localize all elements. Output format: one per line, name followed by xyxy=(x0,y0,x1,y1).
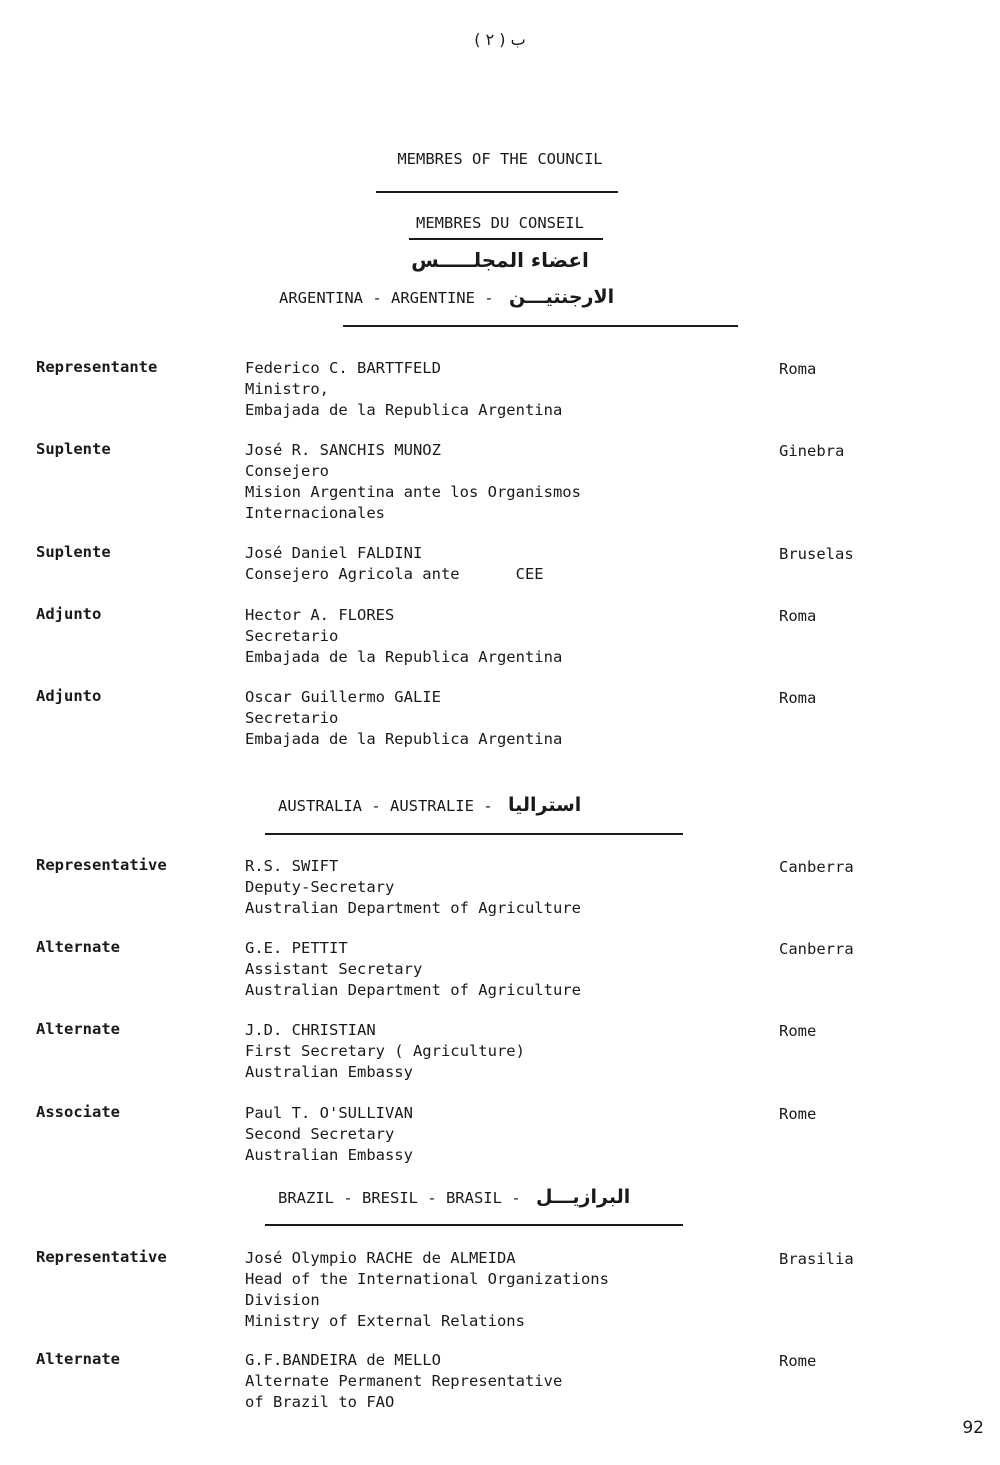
member-line: Deputy-Secretary xyxy=(245,878,395,896)
member-details xyxy=(245,1248,609,1332)
member-city: Brasilia xyxy=(779,1250,854,1268)
member-details xyxy=(245,1103,413,1166)
member-line: Consejero xyxy=(245,462,329,480)
member-details xyxy=(245,687,562,750)
member-line: Ministro, xyxy=(245,380,329,398)
member-line: Oscar Guillermo GALIE xyxy=(245,688,441,706)
member-line: G.F.BANDEIRA de MELLO xyxy=(245,1351,441,1369)
member-line: Embajada de la Republica Argentina xyxy=(245,730,563,748)
member-details xyxy=(245,1350,562,1413)
member-line: Hector A. FLORES xyxy=(245,606,395,624)
title-arabic-text: اعضاء المجلـــــس xyxy=(411,248,589,272)
member-role: Suplente xyxy=(36,440,111,458)
member-role: Adjunto xyxy=(36,605,102,623)
member-role: Representante xyxy=(36,358,158,376)
member-role: Adjunto xyxy=(36,687,102,705)
member-line: Alternate Permanent Representative xyxy=(245,1372,563,1390)
member-line: Consejero Agricola ante CEE xyxy=(245,565,544,583)
member-line: Embajada de la Republica Argentina xyxy=(245,401,563,419)
member-line: Internacionales xyxy=(245,504,385,522)
member-role: Representative xyxy=(36,856,167,874)
page-reference: ب ( ٢ ) xyxy=(474,30,526,49)
member-city: Rome xyxy=(779,1105,817,1123)
member-line: Head of the International Organizations xyxy=(245,1270,609,1288)
member-line: First Secretary ( Agriculture) xyxy=(245,1042,525,1060)
title-underline xyxy=(376,191,618,193)
member-details xyxy=(245,605,562,668)
title-french xyxy=(0,214,1000,232)
member-role: Representative xyxy=(36,1248,167,1266)
member-city: Rome xyxy=(779,1022,817,1040)
country-heading-text: AUSTRALIA - AUSTRALIE - xyxy=(278,797,493,815)
member-city: Roma xyxy=(779,360,817,378)
member-city: Bruselas xyxy=(779,545,854,563)
member-details xyxy=(245,358,562,421)
member-line: Mision Argentina ante los Organismos xyxy=(245,483,581,501)
member-city: Rome xyxy=(779,1352,817,1370)
member-role: Alternate xyxy=(36,1350,120,1368)
member-details xyxy=(245,856,581,919)
member-city: Canberra xyxy=(779,858,854,876)
page-number: 92 xyxy=(962,1418,984,1438)
member-details xyxy=(245,1020,525,1083)
member-line: of Brazil to FAO xyxy=(245,1393,395,1411)
member-role: Alternate xyxy=(36,938,120,956)
member-details xyxy=(245,440,581,524)
title-english xyxy=(0,150,1000,168)
member-line: Paul T. O'SULLIVAN xyxy=(245,1104,413,1122)
member-details xyxy=(245,938,581,1001)
member-city: Ginebra xyxy=(779,442,845,460)
country-heading-arabic: البرازيـــل xyxy=(535,1186,631,1208)
member-city: Roma xyxy=(779,607,817,625)
member-line: G.E. PETTIT xyxy=(245,939,348,957)
member-line: José R. SANCHIS MUNOZ xyxy=(245,441,441,459)
member-line: José Olympio RACHE de ALMEIDA xyxy=(245,1249,516,1267)
member-line: Division xyxy=(245,1291,320,1309)
member-city: Canberra xyxy=(779,940,854,958)
country-underline xyxy=(265,833,683,835)
member-line: Federico C. BARTTFELD xyxy=(245,359,441,377)
member-line: Second Secretary xyxy=(245,1125,395,1143)
country-heading-arabic: استراليا xyxy=(507,794,582,816)
country-heading-arabic: الارجنتيـــن xyxy=(508,286,615,308)
member-role: Alternate xyxy=(36,1020,120,1038)
member-line: José Daniel FALDINI xyxy=(245,544,423,562)
title-arabic xyxy=(0,248,1000,272)
member-line: J.D. CHRISTIAN xyxy=(245,1021,376,1039)
country-heading-brazil xyxy=(278,1186,630,1208)
title-french-underline xyxy=(409,238,603,240)
member-line: Australian Department of Agriculture xyxy=(245,981,581,999)
member-line: Australian Department of Agriculture xyxy=(245,899,581,917)
member-line: R.S. SWIFT xyxy=(245,857,339,875)
member-line: Australian Embassy xyxy=(245,1063,413,1081)
member-city: Roma xyxy=(779,689,817,707)
member-details xyxy=(245,543,544,585)
member-line: Secretario xyxy=(245,627,339,645)
country-underline xyxy=(265,1224,683,1226)
member-line: Assistant Secretary xyxy=(245,960,423,978)
country-heading-text: BRAZIL - BRESIL - BRASIL - xyxy=(278,1189,521,1207)
member-line: Secretario xyxy=(245,709,339,727)
country-heading-text: ARGENTINA - ARGENTINE - xyxy=(279,289,494,307)
country-heading-argentina xyxy=(279,286,614,308)
member-role: Associate xyxy=(36,1103,120,1121)
member-line: Australian Embassy xyxy=(245,1146,413,1164)
country-underline xyxy=(343,325,738,327)
title-french-text: MEMBRES DU CONSEIL xyxy=(416,214,584,232)
title-english-text: MEMBRES OF THE COUNCIL xyxy=(397,150,603,168)
member-role: Suplente xyxy=(36,543,111,561)
country-heading-australia xyxy=(278,794,581,816)
member-line: Ministry of External Relations xyxy=(245,1312,525,1330)
member-line: Embajada de la Republica Argentina xyxy=(245,648,563,666)
